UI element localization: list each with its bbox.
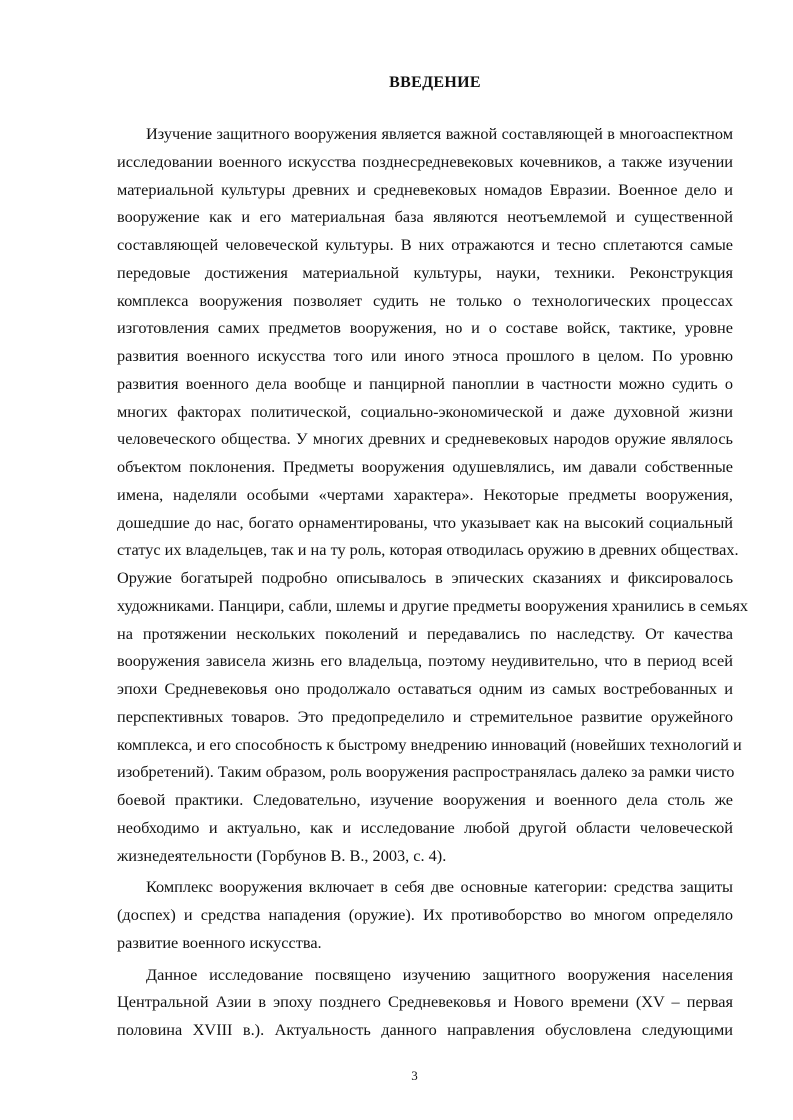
text-line: многих факторах политической, социально-экономической и даже духовной жизни	[117, 401, 733, 421]
text-line: имена, наделяли особыми «чертами характера». Некоторые предметы вооружения,	[117, 484, 733, 504]
text-line: Комплекс вооружения включает в себя две основные категории: средства защиты	[146, 877, 733, 897]
text-line: развития военного искусства того или иного этноса прошлого в целом. По уровню	[117, 346, 733, 365]
text-line: вооружение как и его материальная база являются неотъемлемой и существенной	[117, 207, 733, 227]
text-line: эпохи Средневековья оно продолжало оставаться одним из самых востребованных и	[117, 679, 733, 698]
text-line: перспективных товаров. Это предопределило и стремительное развитие оружейного	[117, 706, 733, 726]
text-line: комплекса вооружения позволяет судить не только о технологических процессах	[117, 290, 733, 310]
text-line: жизнедеятельности (Горбунов В. В., 2003, с. 4).	[117, 845, 447, 865]
text-line: половина XVIII в.). Актуальность данного направления обусловлена следующими	[117, 1020, 733, 1039]
text-line: Центральной Азии в эпоху позднего Средневековья и Нового времени (XV – первая	[117, 992, 733, 1012]
paragraph	[117, 961, 733, 1044]
section-title: ВВЕДЕНИЕ	[389, 74, 481, 91]
text-line: статус их владельцев, так и на ту роль, которая отводилась оружию в древних обществах.	[117, 540, 739, 560]
text-line: художниками. Панцири, сабли, шлемы и другие предметы вооружения хранились в семьях	[117, 595, 749, 615]
text-line: изобретений). Таким образом, роль вооружения распространялась далеко за рамки чисто	[117, 762, 735, 782]
text-line: передовые достижения материальной культуры, науки, техники. Реконструкция	[117, 262, 733, 282]
text-line: необходимо и актуально, как и исследование любой другой области человеческой	[117, 817, 733, 837]
page-number: 3	[411, 1068, 418, 1083]
text-line: исследовании военного искусства позднесредневековых кочевников, а также изучении	[117, 151, 733, 171]
text-line: материальной культуры древних и средневековых номадов Евразии. Военное дело и	[117, 179, 733, 199]
text-line: развитие военного искусства.	[117, 932, 322, 952]
text-line: человеческого общества. У многих древних и средневековых народов оружие являлось	[117, 429, 733, 449]
text-line: объектом поклонения. Предметы вооружения одушевлялись, им давали собственные	[117, 457, 733, 476]
text-line: составляющей человеческой культуры. В них отражаются и тесно сплетаются самые	[117, 235, 733, 254]
text-line: дошедшие до нас, богато орнаментированы, что указывает как на высокий социальный	[117, 512, 733, 532]
text-line: Изучение защитного вооружения является важной составляющей в многоаспектном	[146, 124, 733, 143]
text-line: боевой практики. Следовательно, изучение вооружения и военного дела столь же	[117, 790, 733, 809]
paragraph	[117, 873, 733, 956]
text-line: развития военного дела вообще и панцирной паноплии в частности можно судить о	[117, 373, 733, 393]
text-line: на протяжении нескольких поколений и передавались по наследству. От качества	[117, 623, 733, 643]
text-line: Данное исследование посвящено изучению защитного вооружения населения	[146, 964, 733, 984]
text-line: комплекса, и его способность к быстрому внедрению инноваций (новейших технологий и	[117, 734, 742, 754]
body-text	[117, 120, 749, 1048]
text-line: вооружения зависела жизнь его владельца, поэтому неудивительно, что в период всей	[117, 651, 733, 671]
paragraph	[117, 120, 749, 869]
text-line: Оружие богатырей подробно описывалось в эпических сказаниях и фиксировалось	[117, 568, 733, 587]
text-line: (доспех) и средства нападения (оружие). Их противоборство во многом определяло	[117, 905, 733, 924]
text-line: изготовления самих предметов вооружения, но и о составе войск, тактике, уровне	[117, 318, 733, 338]
